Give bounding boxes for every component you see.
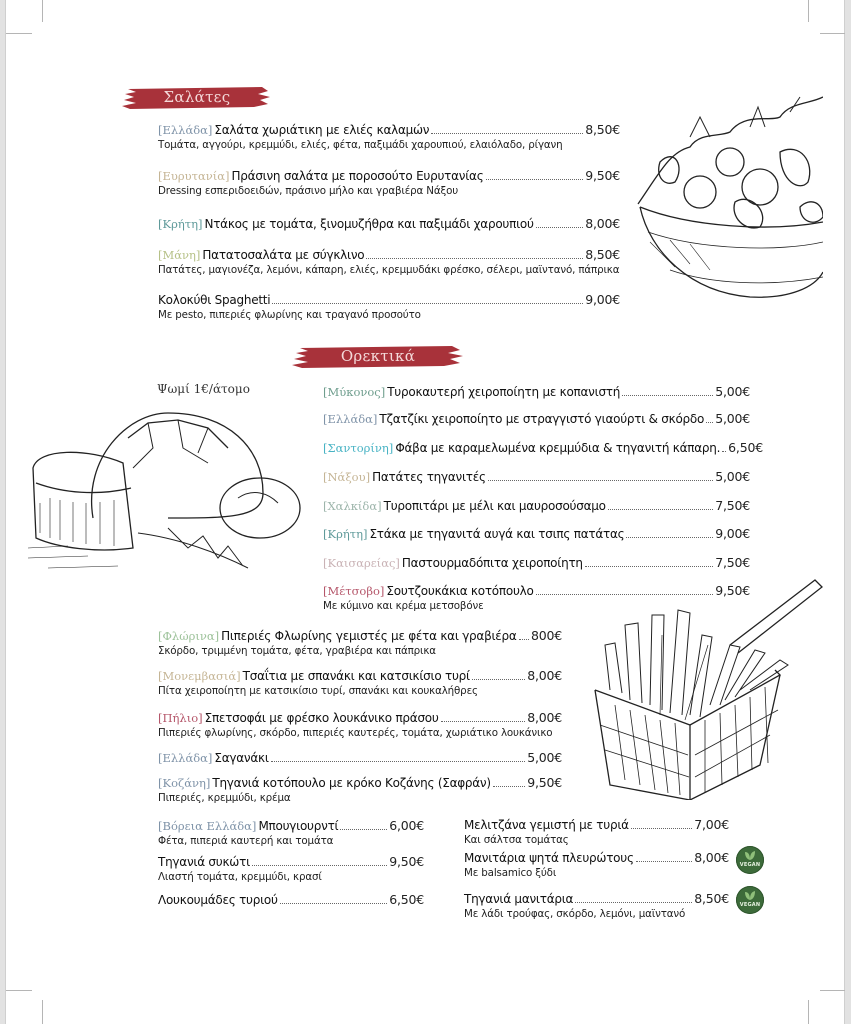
dish-description: Dressing εσπεριδοειδών, πράσινο μήλο και γραβιέρα Νάξου (158, 185, 459, 197)
menu-item (158, 247, 620, 277)
menu-item (323, 411, 750, 427)
leader-dots (252, 865, 387, 866)
dish-name: Πιπεριές Φλωρίνης γεμιστές με φέτα και γραβιέρα (221, 629, 517, 643)
dish-price: 5,00€ (715, 411, 750, 426)
vegan-badge (736, 846, 764, 874)
origin-tag: [Μύκονος] (323, 385, 386, 399)
leader-dots (722, 451, 726, 452)
leader-dots (488, 480, 713, 481)
menu-item (158, 668, 562, 698)
menu-item (323, 555, 750, 571)
dish-name: Τηγανιά κοτόπουλο με κρόκο Κοζάνης (Σαφράν) (212, 776, 491, 790)
dish-name: Μανιτάρια ψητά πλευρώτους (464, 851, 634, 865)
dish-name: Σουτζουκάκια κοτόπουλο (386, 584, 534, 598)
dish-description: Πατάτες, μαγιονέζα, λεμόνι, κάπαρη, ελιές, κρεμμυδάκι φρέσκο, σέλερι, μαϊντανό, πάπρικα (158, 264, 620, 276)
dish-price: 7,50€ (715, 498, 750, 513)
menu-item (158, 750, 562, 766)
dish-price: 6,50€ (389, 892, 424, 907)
origin-tag: [Νάξου] (323, 470, 371, 484)
origin-tag: [Σαντορίνη] (323, 441, 394, 455)
leader-dots (366, 258, 583, 259)
crop-mark (42, 0, 43, 22)
leader-dots (519, 639, 529, 640)
dish-price: 9,50€ (527, 775, 562, 790)
origin-tag: [Ελλάδα] (158, 123, 213, 137)
origin-tag: [Μάνη] (158, 248, 201, 262)
dish-name: Μελιτζάνα γεμιστή με τυριά (464, 818, 629, 832)
dish-description: Και σάλτσα τομάτας (464, 834, 569, 846)
crop-mark (808, 1000, 809, 1024)
dish-description: Με λάδι τρούφας, σκόρδο, λεμόνι, μαϊντανό (464, 908, 686, 920)
dish-price: 6,50€ (728, 440, 763, 455)
dish-name: Πράσινη σαλάτα με ποροσούτο Ευρυτανίας (231, 169, 484, 183)
crop-mark (808, 0, 809, 22)
leader-dots (486, 179, 584, 180)
dish-description: Με κύμινο και κρέμα μετσοβόνε (323, 600, 484, 612)
dish-name: Τυροκαυτερή χειροποίητη με κοπανιστή (387, 385, 621, 399)
origin-tag: [Κρήτη] (323, 527, 368, 541)
dish-description: Λιαστή τομάτα, κρεμμύδι, κρασί (158, 871, 322, 883)
dish-name: Σαλάτα χωριάτικη με ελιές καλαμών (214, 123, 430, 137)
leader-dots (493, 786, 525, 787)
menu-item (323, 440, 763, 456)
leader-dots (472, 679, 525, 680)
dish-price: 5,00€ (715, 384, 750, 399)
leader-dots (636, 861, 692, 862)
dish-name: Τυροπιτάρι με μέλι και μαυροσούσαμο (383, 499, 606, 513)
menu-item (158, 292, 620, 322)
leader-dots (706, 422, 713, 423)
dish-description: Πίτα χειροποίητη με κατσικίσιο τυρί, σπανάκι και κουκαλήθρες (158, 685, 478, 697)
dish-description: Σκόρδο, τριμμένη τομάτα, φέτα, γραβιέρα και πάπρικα (158, 645, 436, 657)
dish-description: Πιπεριές φλωρίνης, σκόρδο, πιπεριές καυτερές, τομάτα, χωριάτικο λουκάνικο (158, 727, 553, 739)
dish-name: Σπετσοφάι με φρέσκο λουκάνικο πράσου (204, 711, 439, 725)
dish-name: Φάβα με καραμελωμένα κρεμμύδια & τηγανιτή κάπαρη. (395, 441, 721, 455)
leader-dots (608, 509, 713, 510)
dish-name: Τσαΐτια με σπανάκι και κατσικίσιο τυρί (242, 669, 470, 683)
crop-mark (820, 990, 845, 991)
menu-item (158, 710, 562, 740)
menu-item (323, 498, 750, 514)
menu-item (158, 216, 620, 232)
leader-dots (272, 303, 583, 304)
dish-price: 8,00€ (527, 710, 562, 725)
page-edge-right (844, 0, 851, 1024)
dish-price: 9,50€ (389, 854, 424, 869)
dish-name: Λουκουμάδες τυριού (158, 893, 278, 907)
origin-tag: [Καισαρείας] (323, 556, 400, 570)
vegan-badge (736, 886, 764, 914)
bread-illustration (28, 408, 313, 588)
menu-item (158, 854, 424, 884)
dish-price: 8,00€ (694, 850, 729, 865)
dish-description: Πιπεριές, κρεμμύδι, κρέμα (158, 792, 291, 804)
dish-name: Κολοκύθι Spaghetti (158, 293, 271, 307)
page-edge-left (0, 0, 6, 1024)
salad-bowl-illustration (630, 92, 823, 302)
dish-name: Ντάκος με τομάτα, ξινομυζήθρα και παξιμάδι χαρουπιού (204, 217, 534, 231)
dish-description: Με pesto, πιπεριές φλωρίνης και τραγανό προσούτο (158, 309, 421, 321)
menu-item (464, 850, 729, 880)
dish-name: Σαγανάκι (214, 751, 269, 765)
vegan-label: VEGAN (739, 902, 761, 908)
menu-item (158, 628, 562, 658)
dish-price: 8,00€ (527, 668, 562, 683)
leader-dots (441, 721, 526, 722)
menu-item (158, 775, 562, 805)
menu-item (323, 384, 750, 400)
vegan-label: VEGAN (739, 862, 761, 868)
menu-item (323, 526, 750, 542)
dish-price: 8,00€ (585, 216, 620, 231)
origin-tag: [Πήλιο] (158, 711, 203, 725)
crop-mark (42, 1000, 43, 1024)
leader-dots (431, 133, 583, 134)
menu-item (323, 469, 750, 485)
origin-tag: [Χαλκίδα] (323, 499, 382, 513)
origin-tag: [Ελλάδα] (158, 751, 213, 765)
origin-tag: [Κρήτη] (158, 217, 203, 231)
menu-item (158, 818, 424, 848)
menu-item (158, 122, 620, 152)
dish-price: 6,00€ (389, 818, 424, 833)
bread-price-note: Ψωμί 1€/άτομο (157, 382, 250, 396)
dish-price: 9,00€ (585, 292, 620, 307)
dish-description: Τομάτα, αγγούρι, κρεμμύδι, ελιές, φέτα, παξιμάδι χαρουπιού, ελαιόλαδο, ρίγανη (158, 139, 563, 151)
origin-tag: [Κοζάνη] (158, 776, 211, 790)
origin-tag: [Φλώρινα] (158, 629, 220, 643)
section-title: Ορεκτικά (340, 347, 416, 365)
crop-mark (820, 33, 845, 34)
origin-tag: [Ελλάδα] (323, 412, 378, 426)
dish-price: 9,50€ (585, 168, 620, 183)
dish-name: Τζατζίκι χειροποίητο με στραγγιστό γιαούρτι & σκόρδο (379, 412, 705, 426)
fries-basket-illustration (590, 575, 825, 800)
leader-dots (626, 537, 713, 538)
dish-price: 9,00€ (715, 526, 750, 541)
section-title: Σαλάτες (163, 88, 231, 106)
dish-description: Με balsamico ξύδι (464, 867, 557, 879)
dish-price: 8,50€ (585, 247, 620, 262)
leader-dots (536, 227, 584, 228)
dish-price: 7,50€ (715, 555, 750, 570)
leaf-icon (744, 890, 756, 901)
origin-tag: [Ευρυτανία] (158, 169, 230, 183)
leader-dots (280, 903, 387, 904)
dish-price: 5,00€ (715, 469, 750, 484)
leader-dots (585, 566, 713, 567)
dish-name: Πατατοσαλάτα με σύγκλινο (202, 248, 365, 262)
dish-name: Τηγανιά μανιτάρια (464, 892, 574, 906)
dish-price: 9,50€ (715, 583, 750, 598)
origin-tag: [Μονεμβασιά] (158, 669, 241, 683)
origin-tag: [Μέτσοβο] (323, 584, 385, 598)
dish-price: 8,50€ (585, 122, 620, 137)
menu-item (464, 817, 729, 847)
leader-dots (271, 761, 526, 762)
leader-dots (575, 902, 692, 903)
dish-price: 8,50€ (694, 891, 729, 906)
menu-item (464, 891, 729, 921)
leader-dots (631, 828, 692, 829)
dish-name: Τηγανιά συκώτι (158, 855, 250, 869)
leaf-icon (744, 850, 756, 861)
dish-name: Πατάτες τηγανιτές (372, 470, 486, 484)
dish-description: Φέτα, πιπεριά καυτερή και τομάτα (158, 835, 334, 847)
leader-dots (340, 829, 387, 830)
dish-name: Παστουρμαδόπιτα χειροποίητη (401, 556, 583, 570)
dish-name: Μπουγιουρντί (258, 819, 339, 833)
menu-item (158, 892, 424, 908)
crop-mark (6, 990, 32, 991)
crop-mark (6, 33, 32, 34)
dish-price: 800€ (530, 628, 562, 643)
menu-item (158, 168, 620, 198)
leader-dots (622, 395, 713, 396)
section-banner-salads (122, 85, 272, 111)
origin-tag: [Βόρεια Ελλάδα] (158, 819, 257, 833)
section-banner-appetizers (292, 344, 464, 370)
dish-name: Στάκα με τηγανιτά αυγά και τσιπς πατάτας (369, 527, 625, 541)
dish-price: 5,00€ (527, 750, 562, 765)
dish-price: 7,00€ (694, 817, 729, 832)
